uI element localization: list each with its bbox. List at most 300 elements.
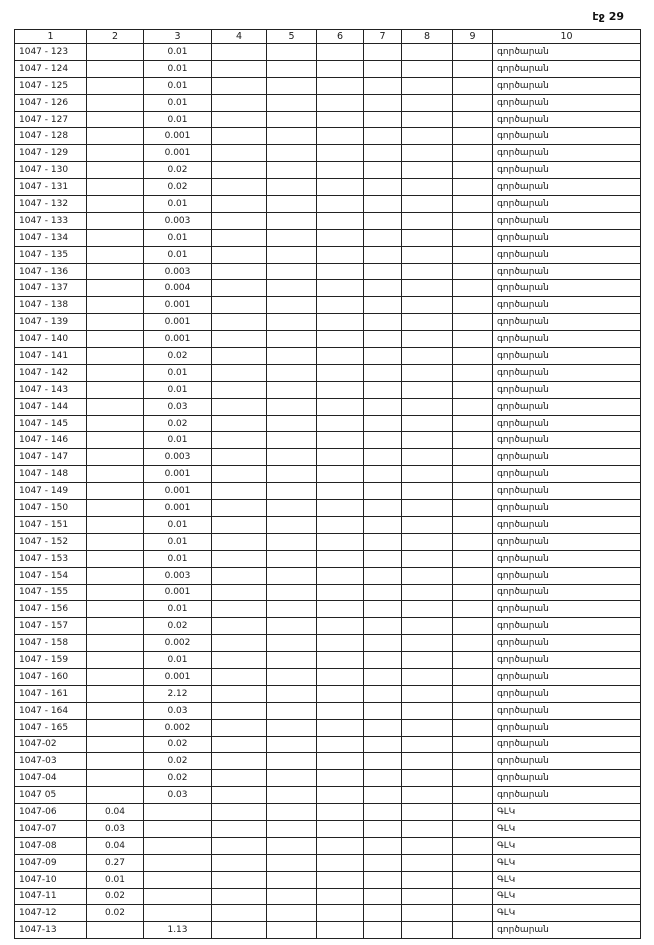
table-cell [402, 432, 453, 449]
table-cell [87, 128, 144, 145]
table-cell [402, 60, 453, 77]
table-cell [364, 905, 402, 922]
table-cell: գործարան [493, 196, 641, 213]
table-cell [212, 348, 267, 365]
table-cell [364, 111, 402, 128]
table-cell: 0.01 [144, 77, 212, 94]
table-row [15, 348, 641, 365]
table-cell [267, 888, 317, 905]
table-cell [364, 77, 402, 94]
table-cell [87, 297, 144, 314]
table-cell [87, 162, 144, 179]
table-cell: 1047 - 161 [15, 685, 87, 702]
table-cell [267, 364, 317, 381]
table-row [15, 196, 641, 213]
table-cell: 1047-02 [15, 736, 87, 753]
table-cell [453, 820, 493, 837]
table-cell: 1047 - 146 [15, 432, 87, 449]
table-cell: գործարան [493, 60, 641, 77]
table-cell [453, 280, 493, 297]
table-row [15, 44, 641, 61]
table-cell [87, 77, 144, 94]
table-row [15, 601, 641, 618]
table-cell [364, 854, 402, 871]
table-cell [453, 60, 493, 77]
table-cell [317, 94, 364, 111]
column-header: 6 [317, 30, 364, 44]
table-cell [212, 162, 267, 179]
table-row [15, 145, 641, 162]
table-cell [453, 212, 493, 229]
table-cell: 1047 - 138 [15, 297, 87, 314]
table-cell [87, 212, 144, 229]
table-cell [87, 533, 144, 550]
table-cell [267, 668, 317, 685]
table-row [15, 500, 641, 517]
table-cell: 1047 - 142 [15, 364, 87, 381]
table-row [15, 516, 641, 533]
table-cell: 0.01 [144, 196, 212, 213]
table-cell [212, 246, 267, 263]
table-cell [87, 229, 144, 246]
table-cell [364, 516, 402, 533]
table-cell: 0.01 [144, 229, 212, 246]
table-cell: 0.02 [144, 415, 212, 432]
table-cell [453, 871, 493, 888]
table-cell [317, 567, 364, 584]
table-row [15, 162, 641, 179]
table-cell [212, 804, 267, 821]
table-cell [267, 702, 317, 719]
table-cell [453, 314, 493, 331]
table-cell: 1047 - 127 [15, 111, 87, 128]
table-cell [402, 922, 453, 939]
table-cell [212, 550, 267, 567]
table-cell [317, 263, 364, 280]
table-cell [364, 297, 402, 314]
table-cell: 0.003 [144, 263, 212, 280]
table-cell: գործարան [493, 44, 641, 61]
table-cell [453, 128, 493, 145]
table-cell [364, 348, 402, 365]
table-cell [402, 685, 453, 702]
table-cell: գործարան [493, 550, 641, 567]
column-header: 10 [493, 30, 641, 44]
table-cell: ԳԼԿ [493, 820, 641, 837]
table-cell [267, 618, 317, 635]
table-cell [317, 618, 364, 635]
table-cell [267, 297, 317, 314]
table-cell: գործարան [493, 432, 641, 449]
table-cell [212, 618, 267, 635]
table-cell: 0.02 [87, 888, 144, 905]
table-cell: գործարան [493, 111, 641, 128]
table-cell [364, 314, 402, 331]
table-cell [317, 381, 364, 398]
table-cell [453, 111, 493, 128]
table-cell [267, 111, 317, 128]
table-cell: գործարան [493, 618, 641, 635]
table-cell [212, 196, 267, 213]
table-cell [212, 500, 267, 517]
column-header: 2 [87, 30, 144, 44]
table-cell [87, 398, 144, 415]
table-cell [453, 348, 493, 365]
table-cell [267, 753, 317, 770]
table-cell [453, 162, 493, 179]
table-cell [267, 685, 317, 702]
table-cell [87, 364, 144, 381]
table-cell: գործարան [493, 770, 641, 787]
table-cell [212, 381, 267, 398]
table-cell [87, 314, 144, 331]
table-cell [402, 94, 453, 111]
table-cell [87, 736, 144, 753]
table-cell [402, 719, 453, 736]
table-cell [402, 162, 453, 179]
table-row [15, 635, 641, 652]
table-row [15, 381, 641, 398]
table-cell [267, 398, 317, 415]
table-row [15, 854, 641, 871]
table-row [15, 702, 641, 719]
table-cell [212, 837, 267, 854]
table-cell [402, 466, 453, 483]
table-cell [364, 466, 402, 483]
table-cell [317, 922, 364, 939]
table-cell [364, 94, 402, 111]
table-cell [267, 145, 317, 162]
table-cell [212, 516, 267, 533]
table-cell [402, 263, 453, 280]
table-cell [453, 567, 493, 584]
table-cell [402, 601, 453, 618]
table-cell [364, 601, 402, 618]
table-cell [364, 584, 402, 601]
table-cell [267, 533, 317, 550]
table-cell: գործարան [493, 584, 641, 601]
table-cell [267, 331, 317, 348]
table-cell [364, 837, 402, 854]
table-cell [453, 331, 493, 348]
table-cell [87, 770, 144, 787]
table-cell [402, 145, 453, 162]
table-cell [267, 601, 317, 618]
table-cell: 1047 - 147 [15, 449, 87, 466]
table-row [15, 314, 641, 331]
table-cell [453, 483, 493, 500]
table-cell: գործարան [493, 533, 641, 550]
table-cell [402, 770, 453, 787]
table-cell: 1047 - 141 [15, 348, 87, 365]
table-cell [212, 702, 267, 719]
table-cell [212, 685, 267, 702]
table-cell: 1047 - 125 [15, 77, 87, 94]
table-cell [402, 500, 453, 517]
table-cell: 1.13 [144, 922, 212, 939]
table-cell [87, 466, 144, 483]
table-cell [87, 922, 144, 939]
table-cell: գործարան [493, 635, 641, 652]
table-cell [317, 685, 364, 702]
table-row [15, 550, 641, 567]
table-cell: 0.001 [144, 314, 212, 331]
table-cell [402, 44, 453, 61]
table-cell [267, 128, 317, 145]
table-row [15, 685, 641, 702]
table-cell [212, 94, 267, 111]
table-cell [317, 60, 364, 77]
table-cell [212, 44, 267, 61]
table-cell [267, 736, 317, 753]
table-body [15, 44, 641, 939]
table-cell [317, 702, 364, 719]
table-cell [267, 567, 317, 584]
table-row [15, 128, 641, 145]
table-cell: 1047 - 129 [15, 145, 87, 162]
table-cell [317, 415, 364, 432]
table-cell [317, 314, 364, 331]
table-cell [453, 753, 493, 770]
table-cell [364, 229, 402, 246]
table-cell: գործարան [493, 179, 641, 196]
table-cell [87, 348, 144, 365]
table-cell: գործարան [493, 601, 641, 618]
table-row [15, 77, 641, 94]
table-cell [212, 601, 267, 618]
table-cell [267, 719, 317, 736]
table-cell: 0.02 [144, 162, 212, 179]
table-row [15, 449, 641, 466]
table-cell [364, 702, 402, 719]
table-cell [212, 753, 267, 770]
table-cell [212, 229, 267, 246]
table-cell: 1047 - 159 [15, 652, 87, 669]
table-cell: 1047 - 133 [15, 212, 87, 229]
table-cell: գործարան [493, 787, 641, 804]
table-row [15, 398, 641, 415]
table-cell [317, 668, 364, 685]
table-cell: 1047 - 158 [15, 635, 87, 652]
table-cell [212, 212, 267, 229]
table-row [15, 871, 641, 888]
table-cell: 0.001 [144, 668, 212, 685]
table-cell [453, 381, 493, 398]
table-cell [453, 196, 493, 213]
table-cell [212, 297, 267, 314]
table-cell: գործարան [493, 652, 641, 669]
table-cell [212, 533, 267, 550]
table-cell [364, 128, 402, 145]
table-cell [212, 787, 267, 804]
table-cell [87, 263, 144, 280]
table-cell [212, 668, 267, 685]
table-cell [267, 854, 317, 871]
table-cell [317, 905, 364, 922]
table-cell: 1047-07 [15, 820, 87, 837]
table-cell [87, 787, 144, 804]
table-cell [364, 280, 402, 297]
table-cell [317, 432, 364, 449]
table-cell [402, 449, 453, 466]
table-row [15, 432, 641, 449]
table-cell: 0.002 [144, 635, 212, 652]
table-cell [317, 297, 364, 314]
table-cell: 1047-06 [15, 804, 87, 821]
table-cell [317, 635, 364, 652]
table-cell: 0.003 [144, 567, 212, 584]
table-cell [364, 652, 402, 669]
table-cell [402, 331, 453, 348]
table-cell [87, 753, 144, 770]
table-cell [317, 466, 364, 483]
table-cell [267, 212, 317, 229]
table-cell: 0.01 [144, 381, 212, 398]
table-cell: 1047 - 148 [15, 466, 87, 483]
table-cell: 1047 - 151 [15, 516, 87, 533]
table-cell: 1047 - 156 [15, 601, 87, 618]
table-cell [364, 483, 402, 500]
table-cell [317, 212, 364, 229]
table-cell: 0.02 [144, 753, 212, 770]
table-cell [364, 246, 402, 263]
table-cell [317, 483, 364, 500]
table-cell: 0.001 [144, 145, 212, 162]
table-cell [364, 888, 402, 905]
table-cell [364, 196, 402, 213]
table-cell [212, 77, 267, 94]
table-cell [267, 550, 317, 567]
table-cell [402, 702, 453, 719]
table-cell [144, 837, 212, 854]
table-cell: 1047 - 128 [15, 128, 87, 145]
table-cell [317, 837, 364, 854]
table-cell: 0.01 [144, 432, 212, 449]
table-cell [364, 618, 402, 635]
table-cell: գործարան [493, 398, 641, 415]
table-cell [267, 584, 317, 601]
table-cell [364, 398, 402, 415]
table-cell [402, 229, 453, 246]
table-cell [267, 652, 317, 669]
table-cell [453, 685, 493, 702]
table-cell: գործարան [493, 685, 641, 702]
table-cell: գործարան [493, 567, 641, 584]
table-cell [453, 736, 493, 753]
table-cell: 0.02 [144, 618, 212, 635]
table-cell [87, 516, 144, 533]
table-cell: 0.003 [144, 449, 212, 466]
table-cell: գործարան [493, 753, 641, 770]
table-cell [212, 432, 267, 449]
table-cell: գործարան [493, 415, 641, 432]
table-cell [87, 60, 144, 77]
table-cell [87, 702, 144, 719]
table-cell: 0.01 [144, 94, 212, 111]
table-cell [212, 483, 267, 500]
table-cell [87, 280, 144, 297]
table-row [15, 719, 641, 736]
table-row [15, 483, 641, 500]
table-cell [144, 888, 212, 905]
table-cell [317, 179, 364, 196]
table-cell [87, 584, 144, 601]
table-cell [402, 905, 453, 922]
table-cell: 0.01 [144, 44, 212, 61]
column-header: 5 [267, 30, 317, 44]
table-cell: 1047 - 145 [15, 415, 87, 432]
table-row [15, 888, 641, 905]
column-header: 3 [144, 30, 212, 44]
table-cell [317, 44, 364, 61]
table-cell [364, 331, 402, 348]
table-cell [267, 77, 317, 94]
table-cell: 2.12 [144, 685, 212, 702]
table-cell [267, 500, 317, 517]
table-cell [144, 820, 212, 837]
column-header: 1 [15, 30, 87, 44]
table-cell [267, 415, 317, 432]
table-cell [267, 229, 317, 246]
table-cell [212, 466, 267, 483]
table-cell [402, 415, 453, 432]
table-cell: 1047 - 143 [15, 381, 87, 398]
table-cell [267, 381, 317, 398]
table-cell: 1047 - 152 [15, 533, 87, 550]
table-cell [453, 719, 493, 736]
table-cell [317, 533, 364, 550]
table-cell: 1047 - 136 [15, 263, 87, 280]
table-cell [317, 128, 364, 145]
table-row [15, 60, 641, 77]
table-cell: 1047 05 [15, 787, 87, 804]
table-cell: գործարան [493, 364, 641, 381]
table-cell: գործարան [493, 702, 641, 719]
table-cell [364, 567, 402, 584]
table-cell [87, 449, 144, 466]
table-cell [212, 770, 267, 787]
page-number-label: էջ 29 [592, 10, 624, 23]
table-cell [364, 804, 402, 821]
table-cell [402, 533, 453, 550]
table-row [15, 567, 641, 584]
table-cell [317, 77, 364, 94]
table-cell [87, 111, 144, 128]
table-cell [402, 787, 453, 804]
table-cell [364, 415, 402, 432]
table-cell [453, 533, 493, 550]
table-cell [402, 483, 453, 500]
table-cell [453, 787, 493, 804]
table-cell [267, 787, 317, 804]
table-cell [453, 415, 493, 432]
table-cell: 1047 - 160 [15, 668, 87, 685]
table-cell [212, 449, 267, 466]
table-cell [267, 60, 317, 77]
table-cell [364, 533, 402, 550]
table-cell [212, 415, 267, 432]
table-cell [453, 94, 493, 111]
table-cell [402, 314, 453, 331]
table-cell [144, 905, 212, 922]
table-cell [87, 44, 144, 61]
table-cell [212, 331, 267, 348]
table-cell: ԳԼԿ [493, 888, 641, 905]
table-cell: 0.02 [144, 179, 212, 196]
table-cell [317, 348, 364, 365]
table-cell [364, 44, 402, 61]
table-cell: 1047 - 149 [15, 483, 87, 500]
